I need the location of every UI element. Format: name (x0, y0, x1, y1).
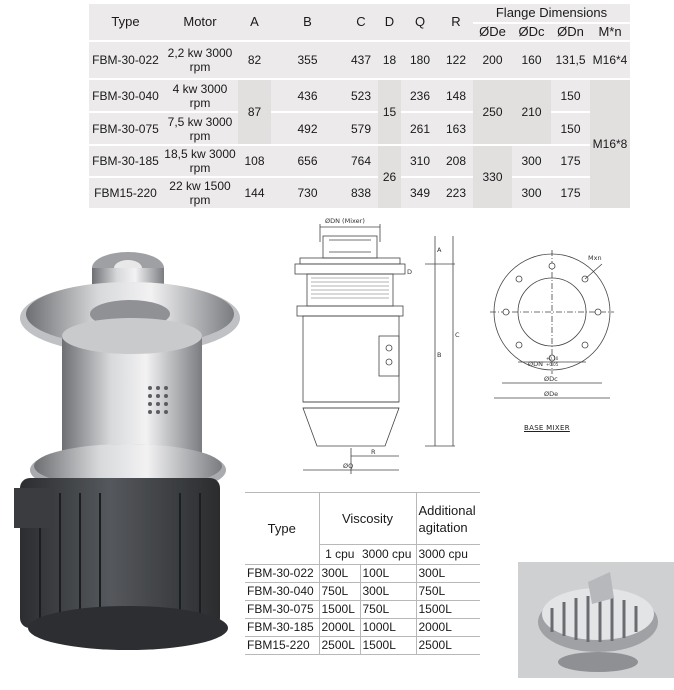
mixer-product-photo (0, 238, 242, 658)
table-row (89, 79, 630, 112)
cap-cell-type: FBM-30-022 (245, 565, 319, 583)
header-de: ØDe (473, 23, 512, 41)
cap-cell-v1: 750L (319, 583, 360, 601)
table-row (245, 601, 480, 619)
cap-sub-3000cpu: 3000 cpu (360, 545, 416, 565)
cell-dn: 175 (551, 177, 590, 209)
cell-motor: 22 kw 1500 rpm (162, 177, 238, 209)
cell-de: 200 (473, 41, 512, 79)
cell-mn: M16*4 (590, 41, 630, 79)
cap-cell-v2: 1000L (360, 619, 416, 637)
header-dc: ØDc (512, 23, 551, 41)
cell-motor: 7,5 kw 3000 rpm (162, 112, 238, 145)
cap-header-additional: Additional agitation (416, 493, 480, 545)
cell-q: 236 (401, 79, 439, 112)
cell-r: 148 (439, 79, 473, 112)
header-d: D (378, 4, 401, 41)
cell-dn: 175 (551, 145, 590, 177)
cell-r: 122 (439, 41, 473, 79)
cap-header-type: Type (245, 493, 319, 565)
label-a: A (437, 246, 442, 254)
cell-b: 492 (271, 112, 344, 145)
label-r: R (371, 448, 376, 456)
cell-q: 261 (401, 112, 439, 145)
cell-dc: 300 (512, 177, 551, 209)
cap-cell-v1: 1500L (319, 601, 360, 619)
label-dc: ØDc (544, 375, 558, 383)
cell-mn: M16*8 (590, 79, 630, 209)
header-mn: M*n (590, 23, 630, 41)
cell-type: FBM-30-075 (89, 112, 162, 145)
label-c: C (455, 331, 460, 339)
cell-type: FBM15-220 (89, 177, 162, 209)
cell-type: FBM-30-022 (89, 41, 162, 79)
cap-sub-additional: 3000 cpu (416, 545, 480, 565)
cell-c: 764 (344, 145, 378, 177)
cell-b: 355 (271, 41, 344, 79)
cell-dc: 160 (512, 41, 551, 79)
cell-c: 838 (344, 177, 378, 209)
cell-a: 144 (238, 177, 271, 209)
cell-d: 18 (378, 41, 401, 79)
cell-c: 437 (344, 41, 378, 79)
cap-cell-v2: 1500L (360, 637, 416, 655)
cell-de: 250 (473, 79, 512, 145)
cell-r: 208 (439, 145, 473, 177)
cap-cell-add: 300L (416, 565, 480, 583)
cell-q: 349 (401, 177, 439, 209)
capacity-table (245, 492, 480, 655)
cell-r: 223 (439, 177, 473, 209)
mixer-head-detail-photo (518, 562, 674, 678)
cap-cell-add: 750L (416, 583, 480, 601)
label-de: ØDe (544, 390, 559, 398)
cell-a: 82 (238, 41, 271, 79)
header-q: Q (401, 4, 439, 41)
cap-cell-v1: 300L (319, 565, 360, 583)
label-d: D (407, 268, 413, 276)
header-c: C (344, 4, 378, 41)
cell-b: 730 (271, 177, 344, 209)
cap-sub-1cpu: 1 cpu (319, 545, 360, 565)
cell-de: 330 (473, 145, 512, 209)
cap-cell-type: FBM-30-185 (245, 619, 319, 637)
table-row (245, 637, 480, 655)
cap-cell-v2: 300L (360, 583, 416, 601)
cell-motor: 18,5 kw 3000 rpm (162, 145, 238, 177)
cell-dc: 300 (512, 145, 551, 177)
cell-dn: 150 (551, 112, 590, 145)
cap-cell-type: FBM-30-040 (245, 583, 319, 601)
header-flange-dimensions: Flange Dimensions (473, 4, 630, 23)
table-row (89, 145, 630, 177)
label-dn-tol: ØDN (528, 360, 543, 368)
label-mxn: Mxn (588, 254, 602, 262)
cell-type: FBM-30-185 (89, 145, 162, 177)
table-row (89, 177, 630, 209)
label-tol-plus: +0.10 (546, 356, 559, 361)
cell-a: 87 (238, 79, 271, 145)
header-b: B (271, 4, 344, 41)
header-motor: Motor (162, 4, 238, 41)
header-r: R (439, 4, 473, 41)
cap-cell-v1: 2500L (319, 637, 360, 655)
cell-r: 163 (439, 112, 473, 145)
cap-cell-v2: 100L (360, 565, 416, 583)
cell-q: 310 (401, 145, 439, 177)
cap-header-viscosity: Viscosity (319, 493, 416, 545)
cell-a: 108 (238, 145, 271, 177)
header-a: A (238, 4, 271, 41)
specification-table (89, 4, 630, 210)
label-q: ØQ (343, 462, 354, 470)
cap-cell-add: 2500L (416, 637, 480, 655)
cell-motor: 4 kw 3000 rpm (162, 79, 238, 112)
cell-b: 436 (271, 79, 344, 112)
cap-cell-v2: 750L (360, 601, 416, 619)
cap-cell-add: 2000L (416, 619, 480, 637)
cell-c: 523 (344, 79, 378, 112)
cell-motor: 2,2 kw 3000 rpm (162, 41, 238, 79)
cell-q: 180 (401, 41, 439, 79)
cell-type: FBM-30-040 (89, 79, 162, 112)
cell-c: 579 (344, 112, 378, 145)
header-dn: ØDn (551, 23, 590, 41)
cap-cell-type: FBM15-220 (245, 637, 319, 655)
cell-dn: 131,5 (551, 41, 590, 79)
mixer-side-drawing (285, 212, 470, 482)
cell-b: 656 (271, 145, 344, 177)
label-b: B (437, 351, 442, 359)
label-dn-mixer: ØDN (Mixer) (325, 217, 365, 225)
cap-cell-add: 1500L (416, 601, 480, 619)
flange-drawing (480, 240, 625, 440)
table-row (245, 619, 480, 637)
drawing-caption: BASE MIXER (524, 424, 570, 432)
table-row (245, 565, 480, 583)
cap-cell-type: FBM-30-075 (245, 601, 319, 619)
cell-d: 26 (378, 145, 401, 209)
cap-cell-v1: 2000L (319, 619, 360, 637)
table-row (89, 41, 630, 79)
cell-dn: 150 (551, 79, 590, 112)
cell-dc: 210 (512, 79, 551, 145)
header-type: Type (89, 4, 162, 41)
table-row (245, 583, 480, 601)
label-tol-minus: +0.05 (546, 362, 559, 367)
cell-d: 15 (378, 79, 401, 145)
